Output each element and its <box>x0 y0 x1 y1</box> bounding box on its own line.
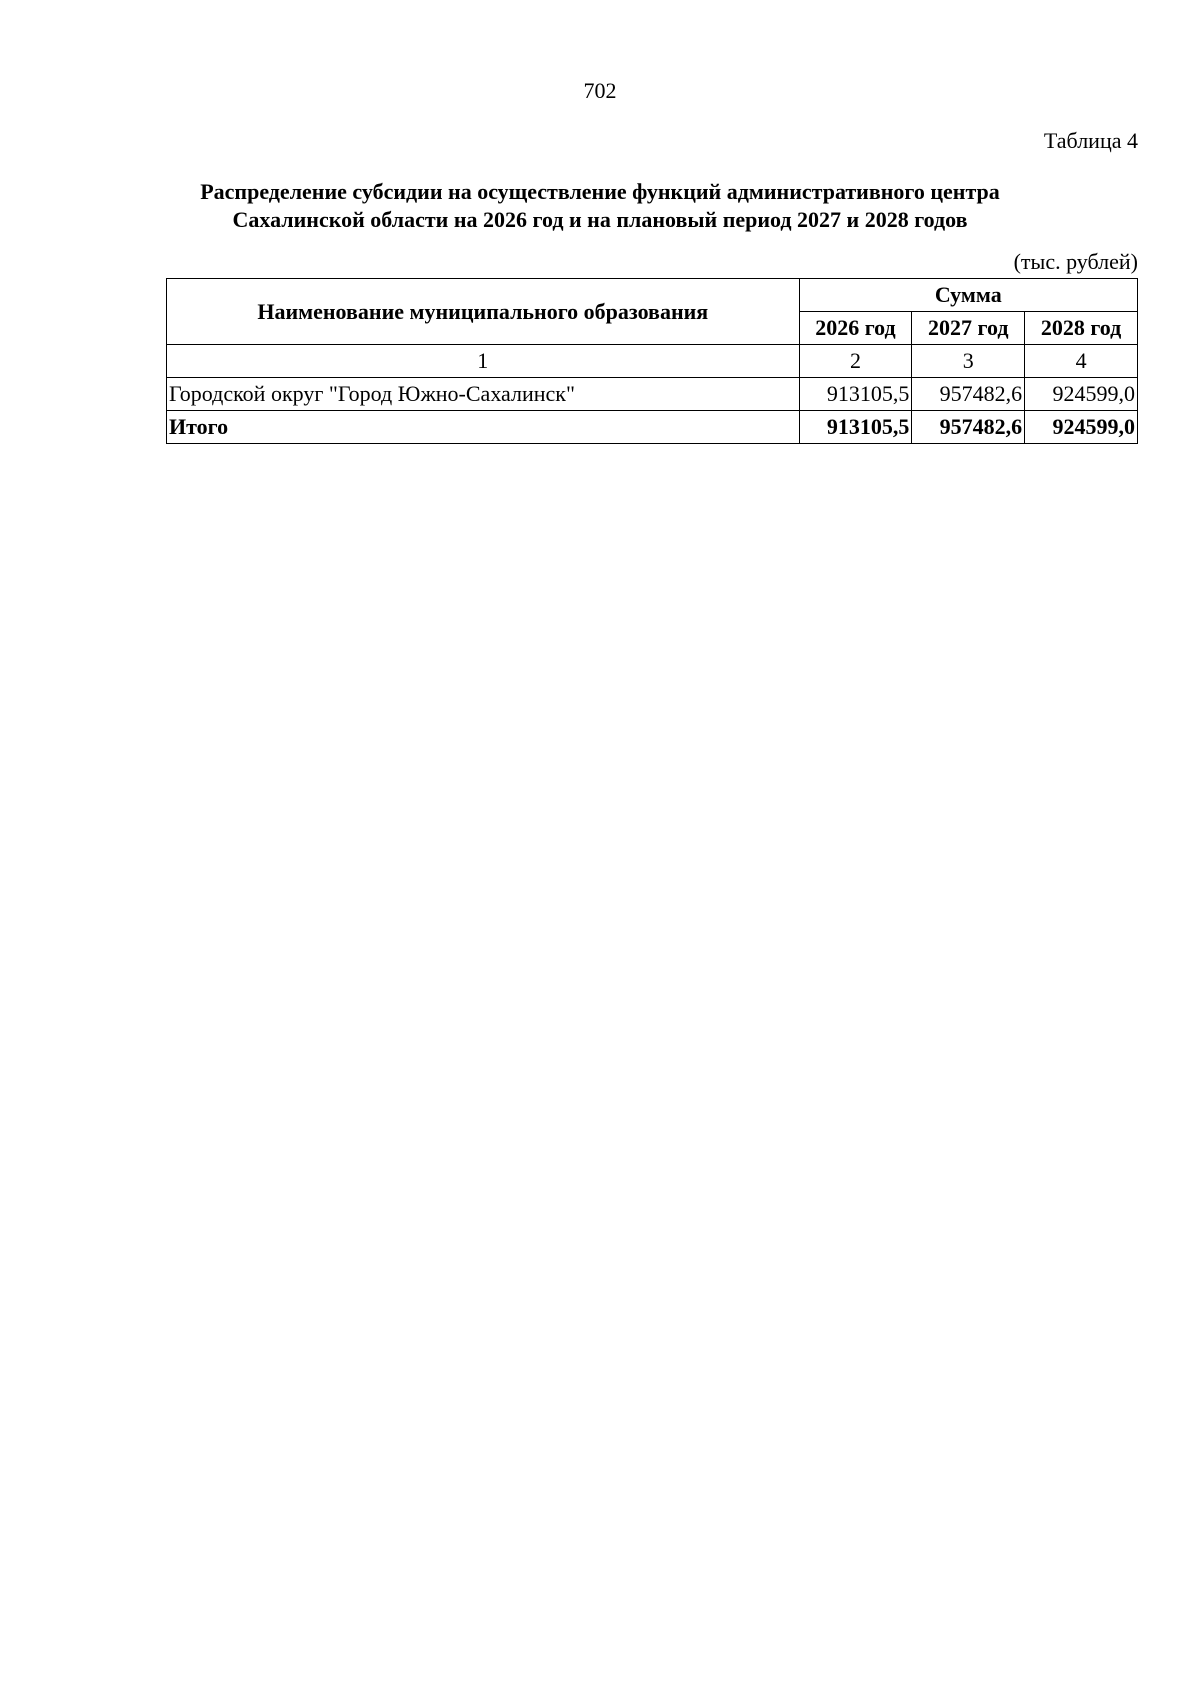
total-2028-cell: 924599,0 <box>1025 411 1138 444</box>
column-number: 1 <box>167 345 800 378</box>
table-row <box>167 378 1138 411</box>
total-label-cell: Итого <box>167 411 800 444</box>
header-year-2027: 2027 год <box>912 312 1025 345</box>
total-2027-cell: 957482,6 <box>912 411 1025 444</box>
total-row <box>167 411 1138 444</box>
header-year-2028: 2028 год <box>1025 312 1138 345</box>
value-2028-cell: 924599,0 <box>1025 378 1138 411</box>
header-year-2026: 2026 год <box>799 312 912 345</box>
total-2026-cell: 913105,5 <box>799 411 912 444</box>
header-municipality-name: Наименование муниципального образования <box>167 279 800 345</box>
column-number: 3 <box>912 345 1025 378</box>
title-line-1: Распределение субсидии на осуществление функций административного центра <box>200 179 1000 204</box>
header-sum: Сумма <box>799 279 1137 312</box>
column-number: 4 <box>1025 345 1138 378</box>
document-title <box>0 178 1200 234</box>
units-label: (тыс. рублей) <box>1013 249 1138 274</box>
table-header-row-1 <box>167 279 1138 312</box>
title-line-2: Сахалинской области на 2026 год и на плановый период 2027 и 2028 годов <box>232 207 968 232</box>
column-number: 2 <box>799 345 912 378</box>
subsidy-table <box>166 278 1138 444</box>
column-number-row <box>167 345 1138 378</box>
page-number: 702 <box>583 78 617 103</box>
municipality-name-cell: Городской округ "Город Южно-Сахалинск" <box>167 378 800 411</box>
value-2027-cell: 957482,6 <box>912 378 1025 411</box>
value-2026-cell: 913105,5 <box>799 378 912 411</box>
table-label: Таблица 4 <box>1043 128 1138 153</box>
